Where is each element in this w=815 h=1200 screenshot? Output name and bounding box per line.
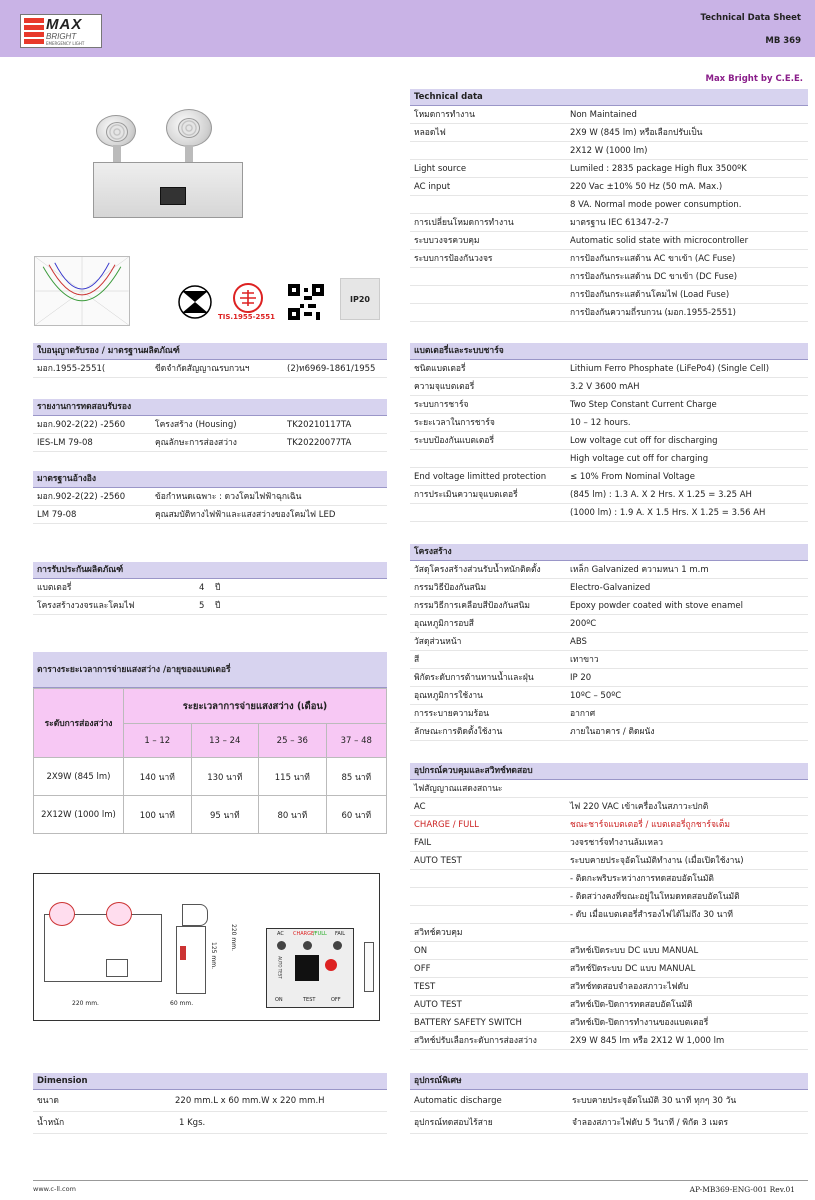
level-header: ระดับการส่องสว่าง [34,689,124,758]
col-header: 1 – 12 [124,724,192,758]
col-header: 13 – 24 [191,724,259,758]
doc-title: Technical Data Sheet [700,13,801,23]
cert-title: ใบอนุญาตรับรอง / มาตรฐานผลิตภัณฑ์ [33,343,387,360]
spec-row [410,633,808,651]
spec-row [410,414,808,432]
col-header: 37 – 48 [326,724,386,758]
spec-key: TEST [414,982,436,992]
spec-row [410,486,808,504]
spec-row [410,468,808,486]
spec-value: สวิทช์ทดสอบจำลองสภาวะไฟดับ [570,982,689,992]
spec-key: ระบบป้องกันแบตเตอรี่ [414,436,495,446]
spec-value: - ดับ เมื่อแบตเตอรี่สำรองไฟได้ไม่ถึง 30 นาที [570,910,733,920]
spec-value: การป้องกันกระแสด้านโคมไฟ (Load Fuse) [570,290,730,300]
certificate-section [33,343,387,378]
spec-row [410,232,808,250]
spec-row [410,432,808,450]
logo-max: MAX [46,16,83,33]
structure-section [410,544,808,741]
spec-key: ลักษณะการติดตั้งใช้งาน [414,727,503,737]
spec-key: Light source [414,164,467,174]
width-label: 220 mm. [72,1000,99,1007]
spec-row [410,196,808,214]
reference-section [33,471,387,524]
control-panel [160,187,186,205]
spec-value: 2X9 W (845 lm) หรือเลือกปรับเป็น [570,128,703,138]
spec-key: สวิทช์ควบคุม [414,928,463,938]
class-symbol-icon [178,285,212,319]
spec-key: การเปลี่ยนโหมดการทำงาน [414,218,514,228]
special-section [410,1073,808,1134]
spec-value: 2X12 W (1000 lm) [570,146,648,156]
table-row: 2X12W (1000 lm) 100 นาที 95 นาที 80 นาที 60 นาที [34,796,387,834]
spec-row [410,360,808,378]
spec-row [410,780,808,798]
spec-key: FAIL [414,838,432,848]
header-bar [0,0,815,57]
spec-row [410,1032,808,1050]
spec-row [410,124,808,142]
spec-value: สวิทช์เปิด-ปิดการทดสอบอัตโนมัติ [570,1000,693,1010]
spec-row [410,378,808,396]
spec-key: กรรมวิธีป้องกันสนิม [414,583,487,593]
spec-key: ชนิดแบตเตอรี่ [414,364,466,374]
special-row: อุปกรณ์ทดสอบไร้สาย จำลองสภาวะไฟดับ 5 วินาที / พิกัด 3 เมตร [410,1112,808,1134]
spec-row [410,960,808,978]
spec-key: AC input [414,182,451,192]
controls-section [410,763,808,1050]
control-panel-drawing: AC CHARGE /FULL FAIL AUTO TEST ON TEST OFF [266,928,354,1008]
spec-value: Low voltage cut off for discharging [570,436,718,446]
tis-label: TIS.1955-2551 [218,313,275,321]
spec-key: ระยะเวลาในการชาร์จ [414,418,495,428]
spec-value: Lithium Ferro Phosphate (LiFePo4) (Single Cell) [570,364,770,374]
spec-row [410,160,808,178]
spec-row [410,888,808,906]
spec-value: High voltage cut off for charging [570,454,709,464]
spec-key: AUTO TEST [414,1000,462,1010]
spec-value: เทาขาว [570,655,599,665]
spec-value: IP 20 [570,673,592,683]
spec-value: มาตรฐาน IEC 61347-2-7 [570,218,669,228]
spec-row [410,942,808,960]
spec-row [410,178,808,196]
warranty-title: การรับประกันผลิตภัณฑ์ [33,562,387,579]
lighttime-title: ตารางระยะเวลาการจ่ายแสงสว่าง /อายุของแบตเตอรี่ [33,652,387,688]
spec-row [410,579,808,597]
battery-section [410,343,808,522]
spec-key: วัสดุส่วนหน้า [414,637,462,647]
spec-key: วัสดุโครงสร้างส่วนรับน้ำหนักติดตั้ง [414,565,541,575]
spec-key: กรรมวิธีการเคลือบสีป้องกันสนิม [414,601,531,611]
spec-row [410,870,808,888]
spec-key: AUTO TEST [414,856,462,866]
ref-row: LM 79-08 คุณสมบัติทางไฟฟ้าและแสงสว่างของโคมไฟ LED [33,506,387,524]
special-row: Automatic discharge ระบบคายประจุอัตโนมัติ 30 นาที ทุกๆ 30 วัน [410,1090,808,1112]
qr-code-icon [288,284,324,320]
spec-row [410,996,808,1014]
spec-key: สี [414,655,420,665]
dimension-row: ขนาด 220 mm.L x 60 mm.W x 220 mm.H [33,1090,387,1112]
spec-row [410,142,808,160]
spec-row [410,834,808,852]
test-row: มอก.902-2(22) -2560 โครงสร้าง (Housing) TK20210117TA [33,416,387,434]
spec-value: 200ºC [570,619,597,629]
test-title: รายงานการทดสอบรับรอง [33,399,387,416]
spec-value: เหล็ก Galvanized ความหนา 1 m.m [570,565,709,575]
spec-value: การป้องกันกระแสด้าน DC ขาเข้า (DC Fuse) [570,272,738,282]
dimension-section [33,1073,387,1134]
spec-row [410,852,808,870]
structure-title: โครงสร้าง [410,544,808,561]
table-row: 2X9W (845 lm) 140 นาที 130 นาที 115 นาที 85 นาที [34,758,387,796]
spec-value: 220 Vac ±10% 50 Hz (50 mA. Max.) [570,182,723,192]
spec-value: ภายในอาคาร / ติดผนัง [570,727,655,737]
spec-key: การประเมินความจุแบตเตอรี่ [414,490,518,500]
spec-value: ชณะชาร์จแบตเตอรี่ / แบตเตอรี่ถูกชาร์จเต็ม [570,820,730,830]
col-header: 25 – 36 [259,724,327,758]
spec-key: ระบบวงจรควบคุม [414,236,480,246]
spec-key: ระบบการชาร์จ [414,400,469,410]
brand-line: Max Bright by C.E.E. [705,74,803,84]
ref-title: มาตรฐานอ้างอิง [33,471,387,488]
tis-mark-icon [232,282,264,314]
spec-row [410,924,808,942]
spec-value: สวิทช์เปิด-ปิดการทำงานของแบตเตอรี่ [570,1018,709,1028]
spec-row [410,651,808,669]
spec-row [410,816,808,834]
spec-value: - ติดสว่างคงที่ขณะอยู่ในโหมดทดสอบอัตโนมัติ [570,892,740,902]
logo-sub: EMERGENCY LIGHT [46,41,85,46]
spec-value: (1000 lm) : 1.9 A. X 1.5 Hrs. X 1.25 = 3.56 AH [570,508,766,518]
spec-value: ABS [570,637,587,647]
spec-key: AC [414,802,426,812]
ip20-badge: IP20 [340,278,380,320]
spec-value: สวิทช์เปิดระบบ DC แบบ MANUAL [570,946,699,956]
light-time-table [33,652,387,835]
test-row: IES-LM 79-08 คุณลักษะการส่องสว่าง TK20220077TA [33,434,387,452]
spec-row [410,214,808,232]
height-label: 220 mm. [229,924,237,951]
spec-value: การป้องกันกระแสด้าน AC ขาเข้า (AC Fuse) [570,254,736,264]
spec-value: 10 – 12 hours. [570,418,631,428]
spec-row [410,669,808,687]
warranty-row: แบตเตอรี่ 4 ปี [33,579,387,597]
spec-key: การระบายความร้อน [414,709,490,719]
spec-key: พิกัดระดับการต้านทานน้ำและฝุ่น [414,673,534,683]
dimension-title: Dimension [33,1073,387,1090]
spec-value: อากาศ [570,709,596,719]
spec-key: ไฟสัญญาณแสดงสถานะ [414,784,503,794]
controls-title: อุปกรณ์ควบคุมและสวิทช์ทดสอบ [410,763,808,780]
spec-row [410,106,808,124]
spec-row [410,396,808,414]
footer-doc-id: AP-MB369-ENG-001 Rev.01 [689,1185,795,1194]
brand-logo [20,14,102,48]
special-title: อุปกรณ์พิเศษ [410,1073,808,1090]
spec-key: OFF [414,964,431,974]
spec-row [410,705,808,723]
spec-key: ON [414,946,428,956]
spec-row [410,687,808,705]
spec-row [410,906,808,924]
spec-row [410,504,808,522]
spec-key: หลอดไฟ [414,128,446,138]
spec-row [410,561,808,579]
spec-row [410,304,808,322]
logo-bright: BRIGHT [46,32,77,41]
spec-value: Epoxy powder coated with stove enamel [570,601,743,611]
spec-value: ไฟ 220 VAC เข้าเครื่องในสภาวะปกติ [570,802,709,812]
ref-row: มอก.902-2(22) -2560 ข้อกำหนดเฉพาะ : ดวงโคมไฟฟ้าฉุกเฉิน [33,488,387,506]
spec-row [410,286,808,304]
spec-key: CHARGE / FULL [414,820,479,830]
spec-row [410,450,808,468]
spec-key: สวิทช์ปรับเลือกระดับการส่องสว่าง [414,1036,537,1046]
spec-value: ระบบคายประจุอัตโนมัติทำงาน (เมื่อเปิดใช้งาน) [570,856,744,866]
spec-value: Two Step Constant Current Charge [570,400,717,410]
spec-value: ≤ 10% From Nominal Voltage [570,472,695,482]
spec-value: 10ºC – 50ºC [570,691,622,701]
dimension-drawing [33,873,380,1021]
spec-value: 8 VA. Normal mode power consumption. [570,200,742,210]
photometric-chart [34,256,130,326]
cert-row: มอก.1955-2551( ขีดจำกัดสัญญาณรบกวนฯ (2)ท6969-1861/1955 [33,360,387,378]
spec-key: อุณหภูมิการอบสี [414,619,474,629]
spec-value: (845 lm) : 1.3 A. X 2 Hrs. X 1.25 = 3.25 AH [570,490,752,500]
spec-row [410,1014,808,1032]
spec-row [410,978,808,996]
spec-row [410,250,808,268]
spec-key: อุณหภูมิการใช้งาน [414,691,483,701]
spec-row [410,597,808,615]
spec-value: 2X9 W 845 lm หรือ 2X12 W 1,000 lm [570,1036,725,1046]
body-height-label: 125 mm. [209,942,217,969]
spec-row [410,798,808,816]
spec-value: - ติดกะพริบระหว่างการทดสอบอัตโนมัติ [570,874,714,884]
footer-url[interactable]: www.c-ll.com [33,1185,76,1193]
spec-row [410,615,808,633]
spec-value: Electro-Galvanized [570,583,651,593]
side-view [176,926,206,994]
doc-model: MB 369 [765,36,801,46]
spec-value: วงจรชาร์จทำงานล้มเหลว [570,838,663,848]
spec-key: ระบบการป้องกันวงจร [414,254,493,264]
warranty-row: โครงสร้างวงจรและโคมไฟ 5 ปี [33,597,387,615]
spec-value: 3.2 V 3600 mAH [570,382,640,392]
spec-row [410,268,808,286]
technical-data-section [410,89,808,322]
spec-value: Lumiled : 2835 package High flux 3500ºK [570,164,747,174]
spec-key: โหมดการทำงาน [414,110,475,120]
spec-key: BATTERY SAFETY SWITCH [414,1018,522,1028]
spec-key: End voltage limitted protection [414,472,547,482]
product-photo [88,107,246,219]
spec-value: Non Maintained [570,110,637,120]
test-report-section [33,399,387,452]
dimension-row: น้ำหนัก 1 Kgs. [33,1112,387,1134]
technical-title: Technical data [410,89,808,106]
spec-key: ความจุแบตเตอรี่ [414,382,475,392]
spec-value: การป้องกันความถี่รบกวน (มอก.1955-2551) [570,308,736,318]
period-header: ระยะเวลาการจ่ายแสงสว่าง (เดือน) [124,689,387,724]
depth-label: 60 mm. [170,1000,194,1007]
spec-value: สวิทช์ปิดระบบ DC แบบ MANUAL [570,964,696,974]
lamp-head-left [96,115,136,147]
lamp-head-right [166,109,212,147]
battery-title: แบตเตอรี่และระบบชาร์จ [410,343,808,360]
spec-value: Automatic solid state with microcontroller [570,236,749,246]
warranty-section [33,562,387,615]
spec-row [410,723,808,741]
